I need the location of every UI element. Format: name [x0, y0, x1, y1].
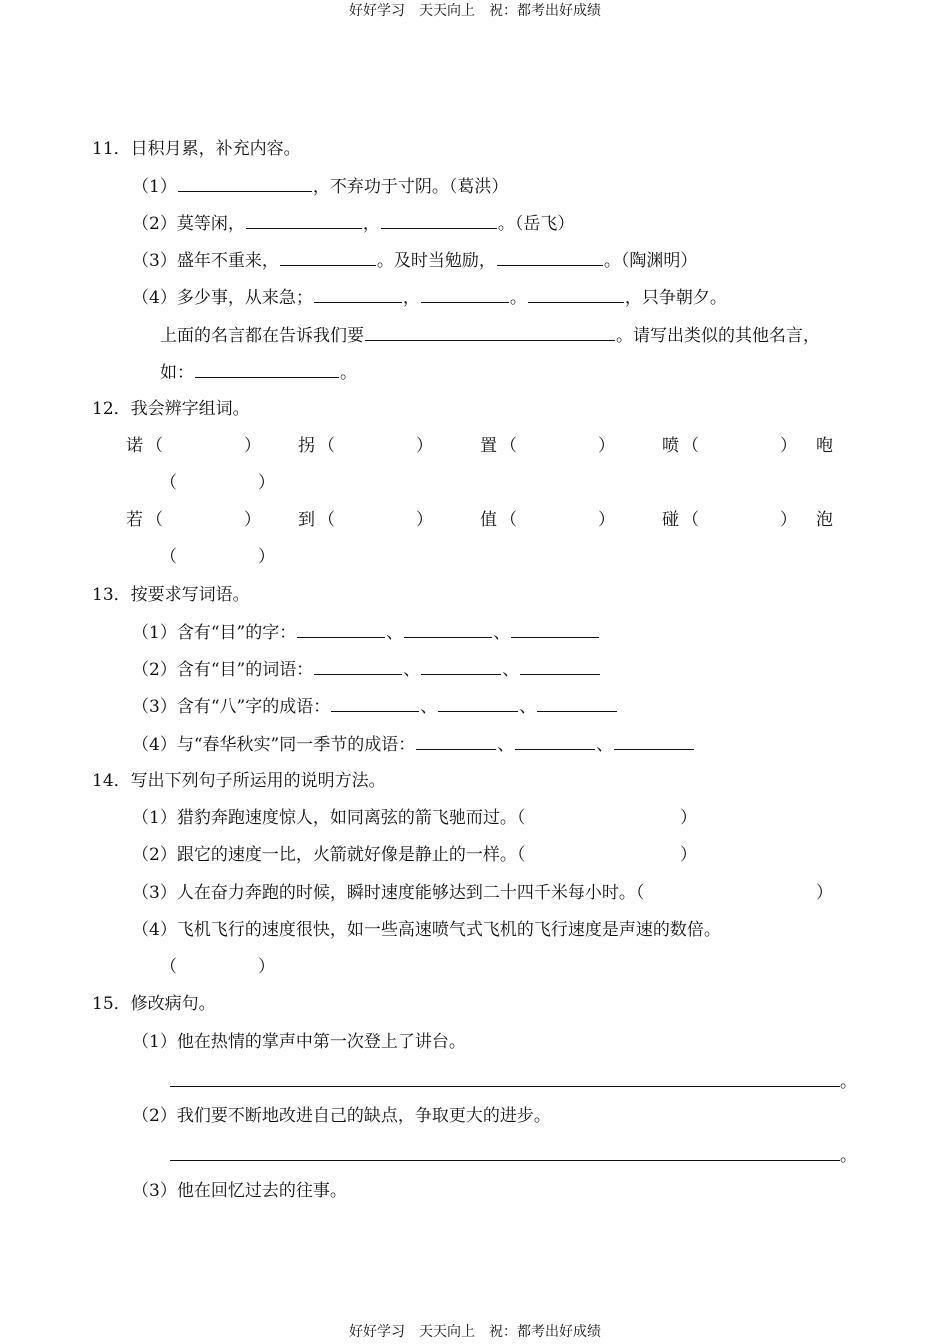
q11-l6-blank[interactable]: [195, 360, 339, 378]
q13-l4-sep-2: 、: [596, 735, 614, 755]
q15-answer-line-2[interactable]: [170, 1160, 840, 1161]
q11-l3-blank-1[interactable]: [280, 248, 376, 266]
q11-l2-prefix: （2）莫等闲，: [132, 214, 245, 234]
q13-l1-sep-1: 、: [386, 623, 404, 643]
q13-l2-label: （2）含有“目”的词语：: [132, 660, 314, 680]
q11-l2-mid: ，: [362, 214, 380, 234]
q11-l5-blank[interactable]: [365, 323, 615, 341]
q12-r2-close-3: ）: [598, 510, 615, 530]
q13-line3: [132, 694, 618, 718]
q14-line1: （1）猎豹奔跑速度惊人，如同离弦的箭飞驰而过。（: [132, 808, 526, 828]
q14-line3: （3）人在奋力奔跑的时候，瞬时速度能够达到二十四千米每小时。（: [132, 883, 645, 903]
q11-line2: [132, 211, 574, 235]
q13-l2-blank-3[interactable]: [520, 657, 600, 675]
page-header: 好好学习 天天向上 祝：都考出好成绩: [349, 3, 601, 19]
q12-r1-close-1: ）: [244, 436, 261, 456]
q12-r1-close-4: ）: [780, 436, 797, 456]
q11-line1: [132, 174, 508, 198]
q13-l1-label: （1）含有“目”的字：: [132, 623, 297, 643]
q13-l2-sep-2: 、: [502, 660, 520, 680]
q13-l4-label: （4）与“春华秋实”同一季节的成语：: [132, 735, 416, 755]
q11-l4-mid-2: 。: [509, 288, 527, 308]
q12-r1-open-3: （: [500, 436, 517, 456]
q12-r2-open-3: （: [500, 510, 517, 530]
q11-l1-prefix: （1）: [132, 177, 177, 197]
q12-r1-close-2: ）: [416, 436, 433, 456]
q11-l3-blank-2[interactable]: [497, 248, 603, 266]
q13-l4-blank-3[interactable]: [614, 732, 694, 750]
q12-r1-char-1: 诺: [126, 436, 143, 456]
q14-l2-close: ）: [680, 845, 697, 865]
q13-title: 13．按要求写词语。: [92, 585, 250, 605]
q11-l3-suffix: 。（陶渊明）: [603, 251, 698, 271]
q15-line3: （3）他在回忆过去的往事。: [132, 1181, 347, 1201]
q12-r1-close-3: ）: [598, 436, 615, 456]
q14-line2: （2）跟它的速度一比，火箭就好像是静止的一样。（: [132, 845, 526, 865]
q12-r1-char-4: 喷: [662, 436, 679, 456]
q11-title: 11．日积月累，补充内容。: [92, 139, 301, 159]
q11-l2-blank-1[interactable]: [246, 211, 362, 229]
q12-r2-char-2: 到: [298, 510, 315, 530]
q11-l1-blank[interactable]: [178, 174, 312, 192]
q13-l1-blank-1[interactable]: [297, 620, 385, 638]
q12-r2-close-2: ）: [416, 510, 433, 530]
q13-l1-blank-2[interactable]: [404, 620, 492, 638]
q12-r1-open-2: （: [318, 436, 335, 456]
q15-title: 15．修改病句。: [92, 994, 216, 1014]
q12-r1-char-2: 拐: [298, 436, 315, 456]
q12-r2-open-4: （: [682, 510, 699, 530]
q15-line1: （1）他在热情的掌声中第一次登上了讲台。: [132, 1032, 466, 1052]
q14-l4-close: ）: [258, 957, 275, 977]
q11-l2-blank-2[interactable]: [381, 211, 497, 229]
q13-l1-sep-2: 、: [493, 623, 511, 643]
page-footer: 好好学习 天天向上 祝：都考出好成绩: [349, 1324, 601, 1340]
q12-r2-close-4: ）: [780, 510, 797, 530]
q13-l4-blank-2[interactable]: [515, 732, 595, 750]
q12-r2-char-3: 值: [480, 510, 497, 530]
q12-r2-char-4: 碰: [662, 510, 679, 530]
q13-l3-blank-1[interactable]: [331, 694, 419, 712]
q13-l2-blank-1[interactable]: [314, 657, 402, 675]
q12-r1-close-5: ）: [258, 473, 275, 493]
q12-r1-char-3: 置: [480, 436, 497, 456]
q11-line3: [132, 248, 697, 272]
q13-line1: [132, 620, 600, 644]
q13-l2-blank-2[interactable]: [421, 657, 501, 675]
q14-l3-close: ）: [816, 883, 833, 903]
q14-l4-open: （: [160, 957, 177, 977]
q15-answer-line-1[interactable]: [170, 1086, 840, 1087]
q15-line2: （2）我们要不断地改进自己的缺点，争取更大的进步。: [132, 1106, 551, 1126]
q11-l4-mid-1: ，: [402, 288, 420, 308]
q11-l4-prefix: （4）多少事，从来急；: [132, 288, 313, 308]
q13-l3-blank-2[interactable]: [438, 694, 518, 712]
q12-r2-char-5: 泡: [816, 510, 833, 530]
q14-l1-close: ）: [680, 808, 697, 828]
q13-line2: [132, 657, 601, 681]
q13-l2-sep-1: 、: [403, 660, 421, 680]
q12-r1-open-4: （: [682, 436, 699, 456]
q11-line6: [160, 360, 357, 384]
q12-r2-open-5: （: [160, 547, 177, 567]
q11-l6-suffix: 。: [340, 363, 357, 383]
q11-l3-prefix: （3）盛年不重来，: [132, 251, 279, 271]
q12-r2-close-1: ）: [244, 510, 261, 530]
q12-r2-char-1: 若: [126, 510, 143, 530]
q13-line4: [132, 732, 695, 756]
q11-l5-suffix: 。请写出类似的其他名言，: [616, 326, 820, 346]
q11-l2-suffix: 。（岳飞）: [497, 214, 575, 234]
q11-l5-prefix: 上面的名言都在告诉我们要: [160, 326, 364, 346]
q15-answer-end-2: 。: [840, 1146, 857, 1166]
q14-line4: （4）飞机飞行的速度很快，如一些高速喷气式飞机的飞行速度是声速的数倍。: [132, 920, 721, 940]
q12-r1-open-5: （: [160, 473, 177, 493]
q12-r1-char-5: 咆: [816, 436, 833, 456]
q11-line5: [160, 323, 820, 347]
q13-l3-sep-2: 、: [519, 697, 537, 717]
q12-r2-open-2: （: [318, 510, 335, 530]
q13-l3-label: （3）含有“八”字的成语：: [132, 697, 331, 717]
q12-r2-close-5: ）: [258, 547, 275, 567]
q13-l4-blank-1[interactable]: [416, 732, 496, 750]
q13-l4-sep-1: 、: [497, 735, 515, 755]
q11-l4-blank-1[interactable]: [314, 285, 402, 303]
q11-l4-blank-2[interactable]: [421, 285, 509, 303]
q11-line4: [132, 285, 727, 309]
q11-l6-prefix: 如：: [160, 363, 194, 383]
q13-l3-blank-3[interactable]: [537, 694, 617, 712]
q11-l4-blank-3[interactable]: [528, 285, 624, 303]
q15-answer-end-1: 。: [840, 1072, 857, 1092]
q13-l1-blank-3[interactable]: [511, 620, 599, 638]
q12-title: 12．我会辨字组词。: [92, 399, 250, 419]
q11-l3-mid: 。及时当勉励，: [376, 251, 496, 271]
q13-l3-sep-1: 、: [420, 697, 438, 717]
q14-title: 14．写出下列句子所运用的说明方法。: [92, 771, 386, 791]
q12-r2-open-1: （: [146, 510, 163, 530]
q12-r1-open-1: （: [146, 436, 163, 456]
q11-l1-suffix: ，不弃功于寸阴。（葛洪）: [312, 177, 509, 197]
q11-l4-suffix: ，只争朝夕。: [624, 288, 727, 308]
